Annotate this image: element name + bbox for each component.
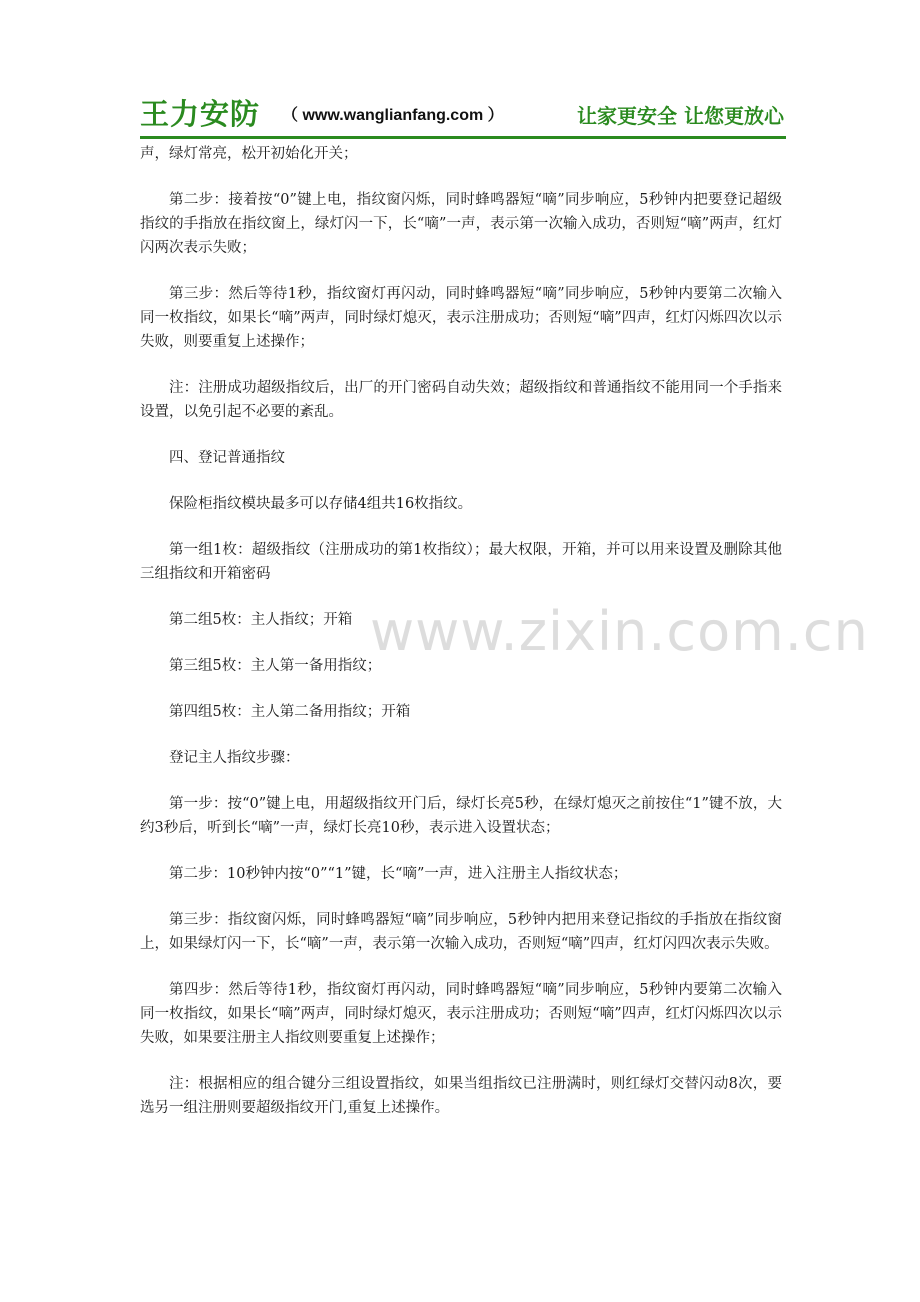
paragraph: 第三步：然后等待1秒，指纹窗灯再闪动，同时蜂鸣器短“嘀”同步响应，5秒钟内要第二次输入同一枚指纹，如果长“嘀”两声，同时绿灯熄灭，表示注册成功；否则短“嘀”四声，红灯闪烁四次以示失败，则要重复上述操作； xyxy=(140,286,782,350)
website-url: （ www.wanglianfang.com ） xyxy=(282,107,504,124)
paragraph: 注：根据相应的组合键分三组设置指纹，如果当组指纹已注册满时，则红绿灯交替闪动8次，要选另一组注册则要超级指纹开门,重复上述操作。 xyxy=(140,1076,782,1116)
paragraph: 登记主人指纹步骤： xyxy=(169,750,300,766)
section-heading: 四、登记普通指纹 xyxy=(169,450,285,466)
paragraph: 第三组5枚：主人第一备用指纹； xyxy=(169,658,382,674)
paragraph: 注：注册成功超级指纹后，出厂的开门密码自动失效；超级指纹和普通指纹不能用同一个手指来设置，以免引起不必要的紊乱。 xyxy=(140,380,782,420)
paragraph: 第一组1枚：超级指纹（注册成功的第1枚指纹）；最大权限，开箱，并可以用来设置及删除其他三组指纹和开箱密码 xyxy=(140,542,782,582)
paragraph: 第一步：按“0”键上电，用超级指纹开门后，绿灯长亮5秒，在绿灯熄灭之前按住“1”键不放，大约3秒后，听到长“嘀”一声，绿灯长亮10秒，表示进入设置状态； xyxy=(140,796,782,836)
paragraph: 第四组5枚：主人第二备用指纹；开箱 xyxy=(169,704,411,720)
paragraph: 第三步：指纹窗闪烁，同时蜂鸣器短“嘀”同步响应，5秒钟内把用来登记指纹的手指放在指纹窗上，如果绿灯闪一下，长“嘀”一声，表示第一次输入成功，否则短“嘀”四声，红灯闪四次表示失败。 xyxy=(140,912,782,952)
page-header xyxy=(140,88,786,138)
paragraph: 第二组5枚：主人指纹；开箱 xyxy=(169,612,353,628)
header-divider xyxy=(140,136,786,139)
paragraph: 第二步：10秒钟内按“0”“1”键，长“嘀”一声，进入注册主人指纹状态； xyxy=(169,866,628,882)
paragraph: 声，绿灯常亮，松开初始化开关； xyxy=(140,146,358,162)
watermark: www.zixin.com.cn xyxy=(370,600,869,663)
paragraph: 第二步：接着按“0”键上电，指纹窗闪烁，同时蜂鸣器短“嘀”同步响应，5秒钟内把要登记超级指纹的手指放在指纹窗上，绿灯闪一下，长“嘀”一声，表示第一次输入成功，否则短“嘀”两声，红灯闪两次表示失败； xyxy=(140,192,782,256)
brand-logo-text: 王力安防 xyxy=(140,97,261,131)
paragraph: 保险柜指纹模块最多可以存储4组共16枚指纹。 xyxy=(169,496,473,512)
paragraph: 第四步：然后等待1秒，指纹窗灯再闪动，同时蜂鸣器短“嘀”同步响应，5秒钟内要第二次输入同一枚指纹，如果长“嘀”两声，同时绿灯熄灭，表示注册成功；否则短“嘀”四声，红灯闪烁四次以示失败，如果要注册主人指纹则要重复上述操作； xyxy=(140,982,782,1046)
slogan: 让家更安全 让您更放心 xyxy=(577,104,784,128)
